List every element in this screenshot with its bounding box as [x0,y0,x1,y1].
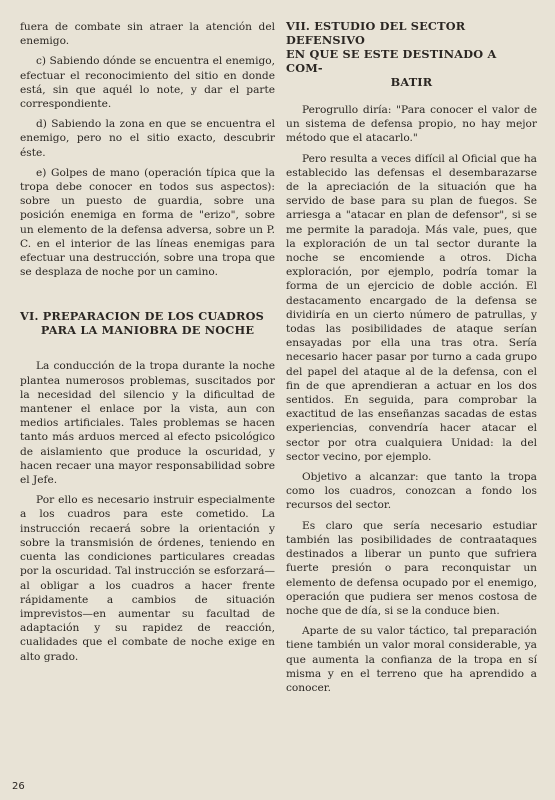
paragraph-vii-3: Objetivo a alcanzar: que tanto la tropa como los cuadros, conozcan a fondo los recursos del sector. [286,471,537,512]
paragraph-vii-5: Aparte de su valor táctico, tal preparación tiene también un valor moral considerable, ya que aumenta la confianza de la tropa en sí misma y en el terreno que ha aprendido a conocer. [286,625,537,694]
section-vii-heading [286,19,537,89]
paragraph-continuation: fuera de combate sin atraer la atención del enemigo. [20,21,275,48]
section-vii-title-line2: EN QUE SE ESTE DESTINADO A COM- [286,47,497,75]
page-number: 26 [12,781,25,792]
section-vii-title-line1: VII. ESTUDIO DEL SECTOR DEFENSIVO [286,19,466,47]
paragraph-item-c: c) Sabiendo dónde se encuentra el enemigo, efectuar el reconocimiento del sitio en donde está, sin que aquél lo note, y dar el parte correspondiente. [20,55,275,111]
paragraph-vi-2: Por ello es necesario instruir especialmente a los cuadros para este cometido. La instrucción recaerá sobre la orientación y sobre la transmisión de órdenes, teniendo en cuenta las condiciones particulares creadas por la oscuridad. Tal instrucción se esforzará—al obligar a los cuadros a hacer frente rápidamente a cambios de situación imprevistos—en aumentar su facultad de adaptación y su rapidez de reacción, cualidades que el combate de noche exige en alto grado. [20,494,275,663]
paragraph-item-d: d) Sabiendo la zona en que se encuentra el enemigo, pero no el sitio exacto, descubrir éste. [20,118,275,159]
section-vii-title-line3: BATIR [390,75,433,89]
paragraph-vii-1: Perogrullo diría: "Para conocer el valor de un sistema de defensa propio, no hay mejor método que el atacarlo." [286,104,537,145]
section-vi-title-line2: PARA LA MANIOBRA DE NOCHE [40,323,255,338]
left-column [20,0,275,670]
right-column [286,0,537,701]
section-vi-title-line1: VI. PREPARACION DE LOS CUADROS [20,309,265,324]
paragraph-vii-4: Es claro que sería necesario estudiar también las posibilidades de contraataques destinados a liberar un punto que sufriera fuerte presión o para reconquistar un elemento de defensa ocupado por el enemigo, operación que pudiera ser menos costosa de noche que de día, si se la conduce bien. [286,519,537,617]
paragraph-vi-1: La conducción de la tropa durante la noche plantea numerosos problemas, suscitados por la necesidad del silencio y la dificultad de mantener el enlace por la vista, aun con medios artificiales. Tales problemas se hacen tanto más arduos merced al efecto psicológico de aislamiento que produce la oscuridad, y hacen recaer una mayor responsabilidad sobre el Jefe. [20,360,275,487]
paragraph-vii-2: Pero resulta a veces difícil al Oficial que ha establecido las defensas el desembarazarse de la apreciación de la situación que ha servido de base para su plan de fuegos. Se arriesga a "atacar en plan de defensor", si se me permite la paradoja. Más vale, pues, que la exploración de un tal sector durante la noche se encomiende a otros. Dicha exploración, por ejemplo, podría tomar la forma de un ejercicio de doble acción. El destacamento encargado de la defensa se dividiría en un cierto número de patrullas, y todas las posibilidades de ataque serían ensayadas por ella una tras otra. Sería necesario hacer pasar por turno a cada grupo del papel del ataque al de la defensa, con el fin de que aprendieran a actuar en los dos sentidos. En seguida, para comprobar la exactitud de las enseñanzas sacadas de estas experiencias, convendría hacer atacar el sector por otra cualquiera Unidad: la del sector vecino, por ejemplo. [286,152,537,463]
section-vi-heading [20,309,275,337]
paragraph-item-e: e) Golpes de mano (operación típica que la tropa debe conocer en todos sus aspectos): sobre un puesto de guardia, sobre una posición enemiga en forma de "erizo", sobre un elemento de la defensa adversa, sobre un P. C. en el interior de las líneas enemigas para efectuar una destrucción, sobre una tropa que se desplaza de noche por un camino. [20,166,275,279]
